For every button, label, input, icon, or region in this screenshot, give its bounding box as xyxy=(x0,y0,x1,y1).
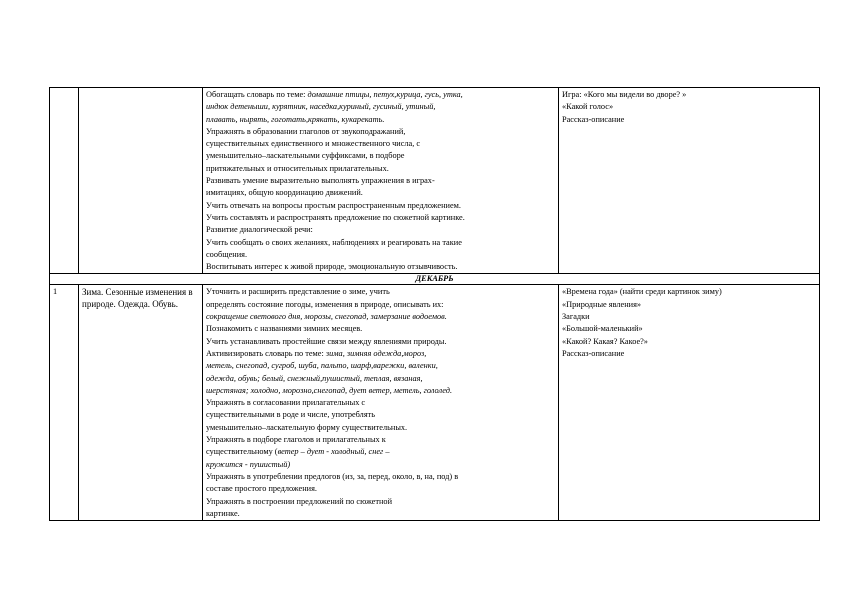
task-line xyxy=(206,336,555,348)
table-row xyxy=(50,285,820,521)
lesson-plan-table xyxy=(49,87,820,521)
topic-cell: Зима. Сезонные изменения в природе. Одежда. Обувь. xyxy=(79,285,203,521)
task-text: Упражнять в согласовании прилагательных с xyxy=(206,398,366,408)
task-text-italic: одежда, обувь; белый, снежный,пушистый, теплая, вязаная, xyxy=(206,373,423,383)
topic-cell xyxy=(79,88,203,274)
game-item: «Большой-маленький» xyxy=(562,324,643,334)
task-line xyxy=(206,422,555,434)
task-text: притяжательных и относительных прилагательных. xyxy=(206,163,389,173)
task-line xyxy=(206,286,555,298)
task-text: Упражнять в употреблении предлогов (из, за, перед, около, в, на, под) в xyxy=(206,471,459,481)
month-heading: ДЕКАБРЬ xyxy=(50,274,820,285)
task-text: Обогащать словарь по теме: xyxy=(206,90,308,99)
task-line xyxy=(206,114,555,126)
games-cell xyxy=(559,285,820,521)
task-line xyxy=(206,434,555,446)
task-line xyxy=(206,471,555,483)
task-text: Упражнять в построении предложений по сюжетной xyxy=(206,496,393,506)
task-text: Учить сообщать о своих желаниях, наблюдениях и реагировать на такие xyxy=(206,237,462,247)
task-text: имитациях, общую координацию движений. xyxy=(206,188,363,198)
tasks-cell xyxy=(203,88,559,274)
task-text: Учить отвечать на вопросы простым распространенным предложением. xyxy=(206,200,461,210)
game-item: Рассказ-описание xyxy=(562,348,625,358)
task-text: Воспитывать интерес к живой природе, эмоциональную отзывчивость. xyxy=(206,262,458,272)
task-line xyxy=(206,508,555,520)
task-text-italic: сокращение светового дня, морозы, снегопад, замерзание водоемов. xyxy=(206,312,447,322)
task-line xyxy=(206,200,555,212)
task-line xyxy=(206,150,555,162)
task-text: картинке. xyxy=(206,508,240,518)
task-text: уменьшительно–ласкательную форму существительных. xyxy=(206,422,408,432)
task-line xyxy=(206,126,555,138)
task-text: Активизировать словарь по теме: xyxy=(206,348,326,358)
task-line xyxy=(206,249,555,261)
task-text: Уточнить и расширить представление о зиме, учить xyxy=(206,287,390,297)
task-line xyxy=(206,360,555,372)
task-text: Развивать умение выразительно выполнять упражнения в играх- xyxy=(206,176,435,186)
task-line xyxy=(206,446,555,458)
month-divider-row xyxy=(50,274,820,285)
task-line xyxy=(206,163,555,175)
task-text: уменьшительно–ласкательными суффиксами, в подборе xyxy=(206,151,405,161)
task-line xyxy=(206,237,555,249)
task-line xyxy=(206,459,555,471)
task-text-italic: домашние птицы, петух,курица, гусь, утка, xyxy=(307,90,463,99)
task-text: сообщения. xyxy=(206,249,248,259)
task-text: существительному ( xyxy=(206,447,278,457)
task-line xyxy=(206,385,555,397)
task-line xyxy=(206,409,555,421)
task-text-italic: плавать, нырять, гоготать,крякать, кукарекать. xyxy=(206,114,385,124)
game-item: Игра: «Кого мы видели во дворе? » xyxy=(562,90,687,99)
task-line xyxy=(206,483,555,495)
task-text: Развитие диалогической речи: xyxy=(206,225,313,235)
task-text-italic: шерстяная; холодно, морозно,снегопад, дует ветер, метель, гололед. xyxy=(206,385,453,395)
task-text: Учить устанавливать простейшие связи между явлениями природы. xyxy=(206,336,447,346)
task-line xyxy=(206,89,555,101)
task-text: Познакомить с названиями зимних месяцев. xyxy=(206,324,363,334)
task-line xyxy=(206,138,555,150)
task-text: Упражнять в образовании глаголов от звукоподражаний, xyxy=(206,126,406,136)
game-item: Загадки xyxy=(562,312,590,322)
task-text: составе простого предложения. xyxy=(206,484,318,494)
task-text: существительных единственного и множественного числа, с xyxy=(206,139,421,149)
task-line xyxy=(206,101,555,113)
task-text-italic: индюк детеныши, курятник, наседка,куриный, гусиный, утиный, xyxy=(206,102,436,112)
task-line xyxy=(206,299,555,311)
game-item: «Времена года» (найти среди картинок зиму) xyxy=(562,287,722,297)
task-line xyxy=(206,311,555,323)
task-text: определять состояние погоды, изменения в природе, описывать их: xyxy=(206,299,444,309)
row-number-cell: 1 xyxy=(50,285,79,521)
task-text: Упражнять в подборе глаголов и прилагательных к xyxy=(206,435,386,445)
task-text-italic: метель, снегопад, сугроб, шуба, пальто, шарф,варежки, валенки, xyxy=(206,361,438,371)
task-line xyxy=(206,224,555,236)
game-item: Рассказ-описание xyxy=(562,114,625,124)
game-item: «Какой голос» xyxy=(562,102,614,112)
task-line xyxy=(206,187,555,199)
task-line xyxy=(206,496,555,508)
task-line xyxy=(206,397,555,409)
task-line xyxy=(206,323,555,335)
task-text-italic: зима, зимняя одежда,мороз, xyxy=(325,348,427,358)
task-line xyxy=(206,175,555,187)
task-text-italic: кружится - пушистый) xyxy=(206,459,291,469)
row-number-cell xyxy=(50,88,79,274)
task-line xyxy=(206,212,555,224)
task-line xyxy=(206,261,555,273)
tasks-cell xyxy=(203,285,559,521)
table-row xyxy=(50,88,820,274)
task-text-italic: ветер – дует - холодный, снег – xyxy=(277,447,390,457)
games-cell xyxy=(559,88,820,274)
game-item: «Какой? Какая? Какое?» xyxy=(562,336,648,346)
task-text: существительными в роде и числе, употреблять xyxy=(206,410,376,420)
game-item: «Природные явления» xyxy=(562,299,642,309)
task-line xyxy=(206,348,555,360)
task-text: Учить составлять и распространять предложение по сюжетной картинке. xyxy=(206,212,465,222)
task-line xyxy=(206,373,555,385)
